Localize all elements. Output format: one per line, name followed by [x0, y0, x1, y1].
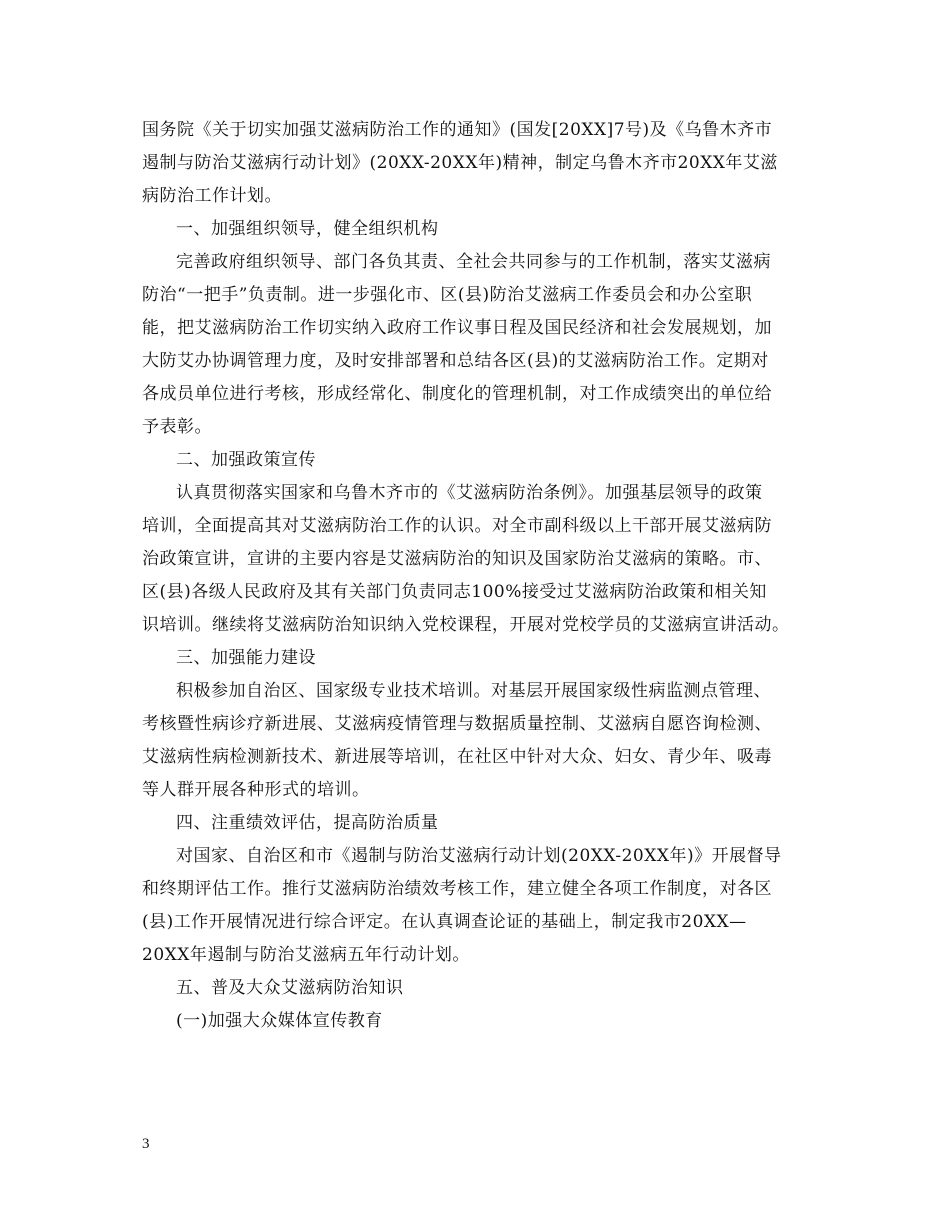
text-line: 遏制与防治艾滋病行动计划》(20XX-20XX年)精神，制定乌鲁木齐市20XX年艾滋: [142, 153, 778, 173]
text-line: (一)加强大众媒体宣传教育: [176, 1011, 383, 1031]
text-line: 考核暨性病诊疗新进展、艾滋病疫情管理与数据质量控制、艾滋病自愿咨询检测、: [142, 714, 772, 734]
text-line: 三、加强能力建设: [176, 648, 316, 668]
text-line: 防治“一把手”负责制。进一步强化市、区(县)防治艾滋病工作委员会和办公室职: [142, 285, 753, 305]
text-line: 培训，全面提高其对艾滋病防治工作的认识。对全市副科级以上干部开展艾滋病防: [142, 516, 772, 536]
text-line: 治政策宣讲，宣讲的主要内容是艾滋病防治的知识及国家防治艾滋病的策略。市、: [142, 549, 772, 569]
text-line: 二、加强政策宣传: [176, 450, 316, 470]
text-line: 对国家、自治区和市《遏制与防治艾滋病行动计划(20XX-20XX年)》开展督导: [176, 846, 782, 866]
text-line: 予表彰。: [142, 417, 212, 437]
text-line: 能，把艾滋病防治工作切实纳入政府工作议事日程及国民经济和社会发展规划，加: [142, 318, 772, 338]
text-line: 等人群开展各种形式的培训。: [142, 780, 370, 800]
text-line: 识培训。继续将艾滋病防治知识纳入党校课程，开展对党校学员的艾滋病宣讲活动。: [142, 615, 790, 635]
text-line: 认真贯彻落实国家和乌鲁木齐市的《艾滋病防治条例》。加强基层领导的政策: [176, 483, 763, 503]
page-number: 3: [142, 1136, 150, 1152]
text-line: 各成员单位进行考核，形成经常化、制度化的管理机制，对工作成绩突出的单位给: [142, 384, 772, 404]
text-line: 一、加强组织领导，健全组织机构: [176, 219, 439, 239]
text-line: 20XX年遏制与防治艾滋病五年行动计划。: [142, 945, 470, 965]
text-line: 国务院《关于切实加强艾滋病防治工作的通知》(国发[20XX]7号)及《乌鲁木齐市: [142, 120, 773, 140]
text-line: 四、注重绩效评估，提高防治质量: [176, 813, 439, 833]
document-body: [142, 114, 822, 1038]
text-line: 五、普及大众艾滋病防治知识: [176, 978, 404, 998]
text-line: 艾滋病性病检测新技术、新进展等培训，在社区中针对大众、妇女、青少年、吸毒: [142, 747, 772, 767]
text-line: 完善政府组织领导、部门各负其责、全社会共同参与的工作机制，落实艾滋病: [176, 252, 771, 272]
text-line: (县)工作开展情况进行综合评定。在认真调查论证的基础上，制定我市20XX—: [142, 912, 747, 932]
text-line: 大防艾办协调管理力度，及时安排部署和总结各区(县)的艾滋病防治工作。定期对: [142, 351, 769, 371]
text-line: 病防治工作计划。: [142, 186, 282, 206]
text-line: 和终期评估工作。推行艾滋病防治绩效考核工作，建立健全各项工作制度，对各区: [142, 879, 772, 899]
text-line: 积极参加自治区、国家级专业技术培训。对基层开展国家级性病监测点管理、: [176, 681, 771, 701]
text-line: 区(县)各级人民政府及其有关部门负责同志100%接受过艾滋病防治政策和相关知: [142, 582, 767, 602]
